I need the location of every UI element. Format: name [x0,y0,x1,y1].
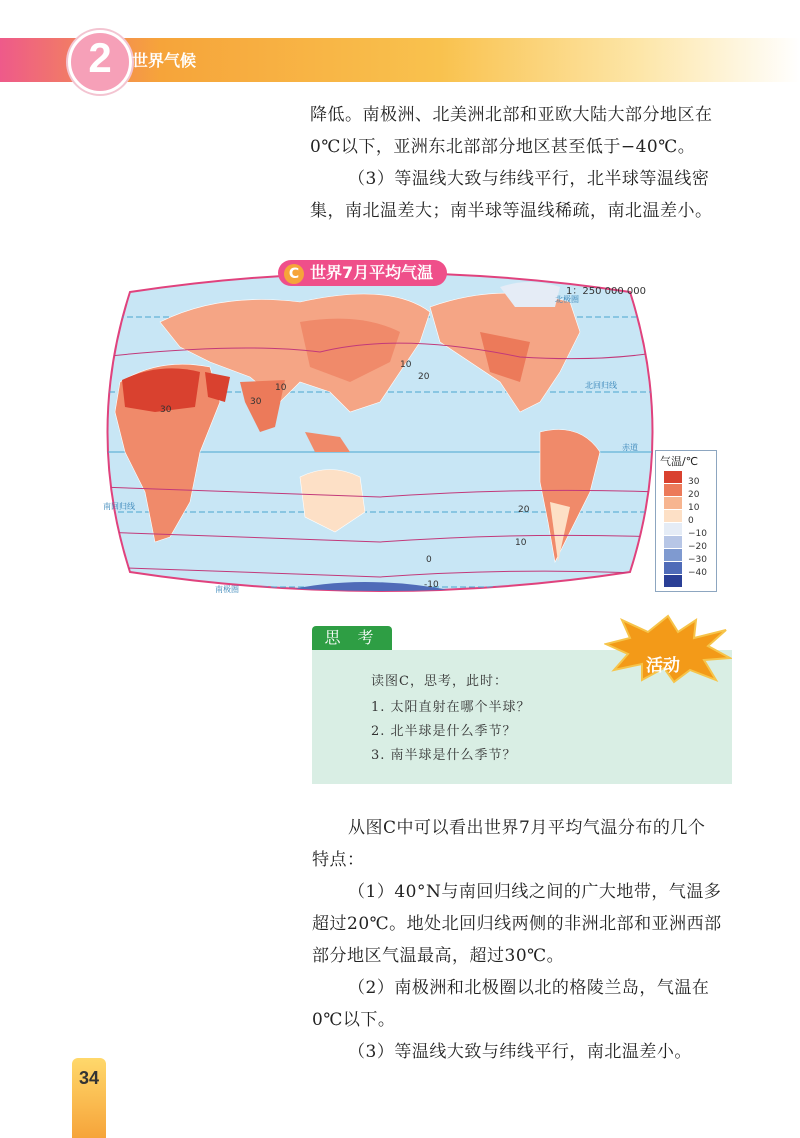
isotherm-value: 30 [160,405,172,415]
legend-swatch [664,575,682,587]
page-number: 34 [78,1068,100,1088]
legend-swatch [664,562,682,574]
legend-swatch [664,484,682,496]
paragraph-line: 0℃以下，亚洲东北部部分地区甚至低于−40℃。 [310,137,696,157]
isotherm-value: -10 [424,580,439,590]
paragraph-line: 特点： [312,850,365,870]
paragraph-line: 集，南北温差大；南半球等温线稀疏，南北温差小。 [310,201,713,221]
chapter-title: 世界气候 [132,51,197,70]
map-scale: 1：250 000 000 [566,286,646,297]
isotherm-value: 20 [518,505,530,515]
legend-value: −40 [688,568,707,578]
think-line: 2. 北半球是什么季节？ [371,724,517,739]
paragraph-line: 从图C中可以看出世界7月平均气温分布的几个 [348,818,706,838]
tropic-of-capricorn-label: 南回归线 [103,502,135,511]
isotherm-value: 20 [418,372,430,382]
paragraph-line: 降低。南极洲、北美洲北部和亚欧大陆大部分地区在 [310,105,713,125]
temperature-legend [655,450,717,592]
paragraph-line: （3）等温线大致与纬线平行，北半球等温线密 [348,169,710,189]
isotherm-value: 10 [400,360,412,370]
paragraph-line: （2）南极洲和北极圈以北的格陵兰岛，气温在 [348,978,710,998]
arctic-circle-label: 北极圈 [555,295,579,304]
isotherm-value: 30 [250,397,262,407]
isotherm-value: 10 [275,383,287,393]
legend-swatch [664,497,682,509]
map-badge: C [284,264,304,284]
legend-title: 气温/℃ [660,455,699,468]
chapter-number: 2 [88,34,112,81]
paragraph-line: （1）40°N与南回归线之间的广大地带，气温多 [348,882,722,902]
legend-value: −10 [688,529,707,539]
tropic-of-cancer-label: 北回归线 [585,381,617,390]
legend-value: −20 [688,542,707,552]
legend-swatch [664,510,682,522]
think-line: 读图C，思考，此时： [371,674,508,689]
isotherm-value: 10 [515,538,527,548]
paragraph-line: 超过20℃。地处北回归线两侧的非洲北部和亚洲西部 [312,914,722,934]
legend-swatch [664,471,682,483]
legend-swatch [664,549,682,561]
think-tab: 思 考 [312,626,392,650]
antarctic-circle-label: 南极圈 [215,585,239,594]
think-line: 3. 南半球是什么季节？ [371,748,517,763]
map-title-text: 世界7月平均气温 [310,263,434,282]
map-title [278,260,447,286]
paragraph-line: （3）等温线大致与纬线平行，南北温差小。 [348,1042,692,1062]
world-july-temperature-map [100,262,660,602]
paragraph-line: 0℃以下。 [312,1010,396,1030]
legend-value: 0 [688,516,694,526]
think-line: 1. 太阳直射在哪个半球？ [371,700,531,715]
legend-swatch [664,536,682,548]
page-number-tab [72,1058,106,1138]
legend-value: −30 [688,555,707,565]
chapter-header [0,30,800,92]
paragraph-line: 部分地区气温最高，超过30℃。 [312,946,565,966]
equator-label: 赤道 [622,443,638,452]
activity-label: 活动 [646,656,680,676]
legend-value: 30 [688,477,700,487]
legend-swatch [664,523,682,535]
legend-value: 10 [688,503,700,513]
isotherm-value: 0 [426,555,432,565]
legend-value: 20 [688,490,700,500]
